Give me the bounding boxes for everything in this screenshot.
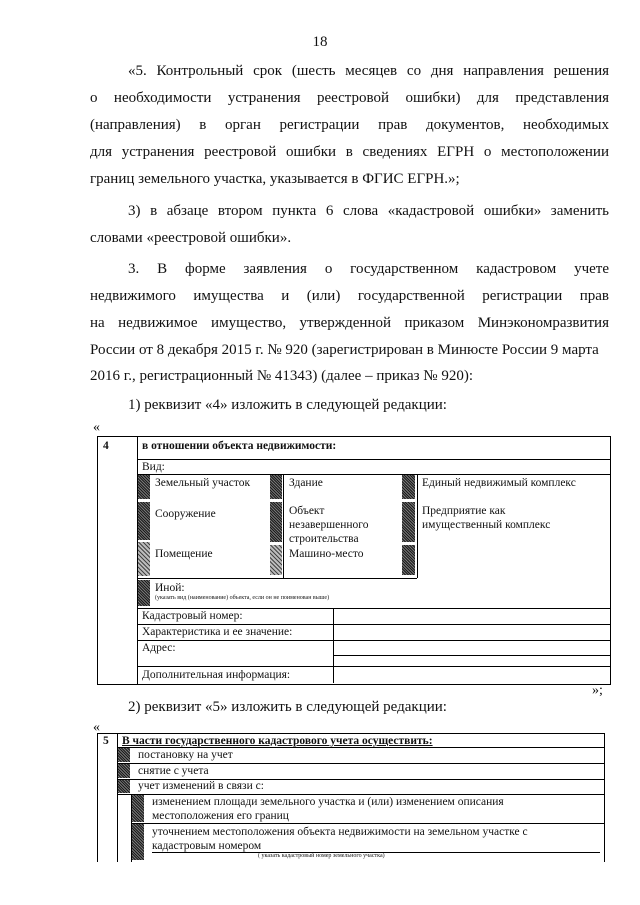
option-location-refinement: кадастровым номером xyxy=(152,840,262,852)
field-label: Дополнительная информация: xyxy=(142,669,291,681)
field-label: Вид: xyxy=(142,461,165,473)
requisite-title: В части государственного кадастрового учета осуществить: xyxy=(122,735,433,747)
option-changes: учет изменений в связи с: xyxy=(138,780,264,792)
text-line: 3) в абзаце втором пункта 6 слова «кадастровой ошибки» заменить xyxy=(128,203,609,219)
option-other-hint: (указать вид (наименование) объекта, если он не поименован выше) xyxy=(155,595,330,601)
option-premises: Помещение xyxy=(155,548,213,560)
text-line: 3. В форме заявления о государственном кадастровом учете xyxy=(128,261,609,277)
option-unfinished-line: незавершенного xyxy=(289,519,369,531)
requisite-title: в отношении объекта недвижимости: xyxy=(142,440,337,452)
text-line: (направления) в орган регистрации прав документов, необходимых xyxy=(90,117,609,133)
requisite-number: 4 xyxy=(103,440,109,452)
field-label: Характеристика и ее значение: xyxy=(142,626,293,638)
text-line: недвижимого имущества и (или) государственной регистрации прав xyxy=(90,288,609,304)
option-building: Здание xyxy=(289,477,323,489)
text-line: границ земельного участка, указывается в ФГИС ЕГРН.»; xyxy=(90,171,460,187)
field-label: Кадастровый номер: xyxy=(142,610,243,622)
list-item: 1) реквизит «4» изложить в следующей редакции: xyxy=(128,397,447,413)
text-line: России от 8 декабря 2015 г. № 920 (зарегистрирован в Минюсте России 9 марта xyxy=(90,342,599,358)
option-unfinished-line: строительства xyxy=(289,533,359,545)
list-item: 2) реквизит «5» изложить в следующей редакции: xyxy=(128,699,447,715)
option-parking-space: Машино-место xyxy=(289,548,364,560)
option-enterprise-line: имущественный комплекс xyxy=(422,519,551,531)
text-line: «5. Контрольный срок (шесть месяцев со дня направления решения xyxy=(128,63,609,79)
option-area-change: изменением площади земельного участка и (или) изменением описания xyxy=(152,796,504,808)
option-unfinished-line: Объект xyxy=(289,505,325,517)
close-quote: »; xyxy=(592,683,603,698)
option-deregistration: снятие с учета xyxy=(138,765,209,777)
open-quote: « xyxy=(93,720,100,735)
text-line: 2016 г., регистрационный № 41343) (далее – приказ № 920): xyxy=(90,368,474,384)
page-number: 18 xyxy=(312,34,328,50)
option-enterprise-line: Предприятие как xyxy=(422,505,506,517)
text-line: на недвижимое имущество, утвержденной приказом Минэкономразвития xyxy=(90,315,609,331)
requisite-number: 5 xyxy=(103,735,109,747)
text-line: словами «реестровой ошибки». xyxy=(90,230,292,246)
option-area-change: местоположения его границ xyxy=(152,810,289,822)
text-line: для устранения реестровой ошибки в сведениях ЕГРН о местоположении xyxy=(90,144,609,160)
field-label: Адрес: xyxy=(142,642,176,654)
option-unified-complex: Единый недвижимый комплекс xyxy=(422,477,576,489)
field-hint: ( указать кадастровый номер земельного участка) xyxy=(258,853,385,859)
option-registration: постановку на учет xyxy=(138,749,233,761)
option-other: Иной: xyxy=(155,582,185,594)
option-land-plot: Земельный участок xyxy=(155,477,251,489)
open-quote: « xyxy=(93,420,100,435)
option-location-refinement: уточнением местоположения объекта недвижимости на земельном участке с xyxy=(152,826,528,838)
option-structure: Сооружение xyxy=(155,508,216,520)
text-line: о необходимости устранения реестровой ошибки) для представления xyxy=(90,90,609,106)
